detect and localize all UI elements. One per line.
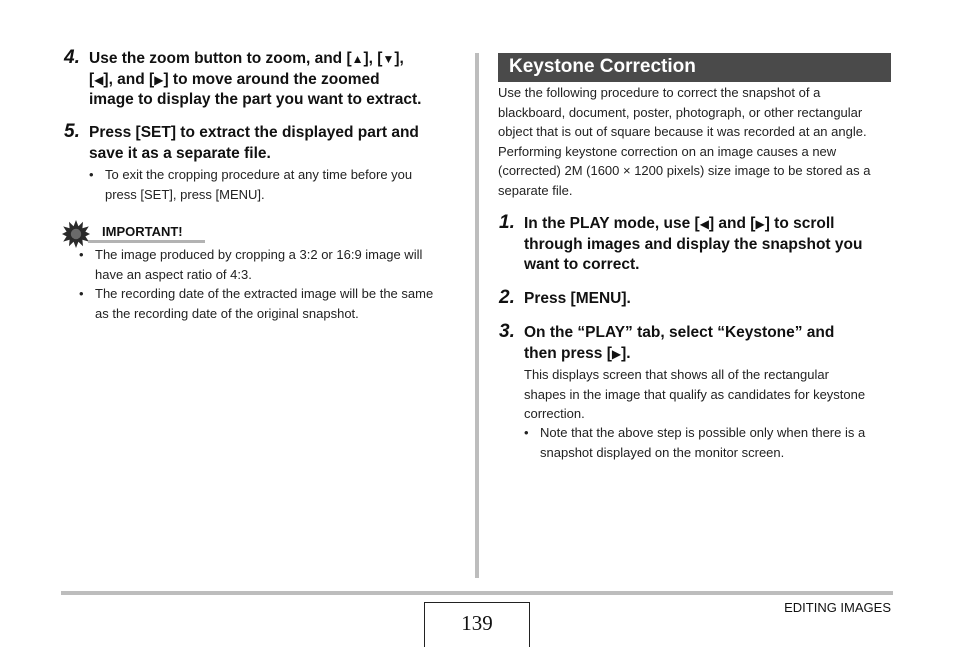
step-number: 3. xyxy=(499,321,515,342)
left-arrow-icon: ◀ xyxy=(94,72,104,87)
column-divider xyxy=(475,53,479,578)
bullet-item xyxy=(79,245,469,285)
step-text xyxy=(524,214,862,276)
bullet-dot: • xyxy=(79,247,84,262)
step-line: Press [SET] to extract the displayed part and xyxy=(89,124,419,141)
right-arrow-icon: ▶ xyxy=(755,217,765,231)
important-label: IMPORTANT! xyxy=(102,224,183,239)
step-line: then press [▶]. xyxy=(524,344,631,362)
bullet-text: The image produced by cropping a 3:2 or 16:9 image will have an aspect ratio of 4:3. xyxy=(95,247,423,282)
footer-rule xyxy=(61,591,893,595)
step-number: 5. xyxy=(64,121,80,142)
intro-paragraph: Use the following procedure to correct the snapshot of a blackboard, document, poster, photograph, or other rectangular object that is out of square because it was recorded at an angle. Performing keystone correction on an image causes a new (corrected) 2M (1600 × 1200 pixels) size image to be stored as a separate file. xyxy=(498,85,871,198)
step-line: image to display the part you want to extract. xyxy=(89,91,422,108)
step-line: [◀], and [▶] to move around the zoomed xyxy=(89,70,380,88)
step-line: through images and display the snapshot you xyxy=(524,235,863,253)
section-title: Keystone Correction xyxy=(509,56,696,77)
step-line: want to correct. xyxy=(524,256,640,273)
section-heading xyxy=(498,53,891,82)
down-arrow-icon: ▼ xyxy=(382,52,395,66)
step-number: 2. xyxy=(499,287,515,308)
bullet-dot: • xyxy=(79,286,84,301)
step-line: In the PLAY mode, use [◀] and [▶] to scroll xyxy=(524,215,835,232)
bullet-text: The recording date of the extracted image will be the same as the recording date of the original snapshot. xyxy=(95,286,434,321)
bullet-text: To exit the cropping procedure at any time before you press [SET], press [MENU]. xyxy=(105,167,413,202)
page-number-box xyxy=(424,602,530,647)
bullet-item xyxy=(79,284,469,324)
important-underline xyxy=(88,240,205,243)
section-footer-label: EDITING IMAGES xyxy=(784,600,891,615)
step-text xyxy=(524,289,631,310)
step-number: 1. xyxy=(499,212,515,233)
step-text xyxy=(524,323,834,364)
right-arrow-icon: ▶ xyxy=(154,72,164,87)
bullet-dot: • xyxy=(524,425,529,440)
step-line: On the “PLAY” tab, select “Keystone” and xyxy=(524,324,835,341)
step-line: save it as a separate file. xyxy=(89,144,271,162)
bullet-item xyxy=(524,423,892,463)
step-line: Use the zoom button to zoom, and [▲], [▼], xyxy=(89,50,404,67)
burst-icon xyxy=(62,220,90,248)
step-line: Press [MENU]. xyxy=(524,290,631,307)
step-number: 4. xyxy=(64,47,80,68)
left-arrow-icon: ◀ xyxy=(699,217,709,231)
step-text xyxy=(89,123,419,164)
step-text xyxy=(89,49,421,111)
bullet-item xyxy=(89,165,459,205)
bullet-dot: • xyxy=(89,167,94,182)
up-arrow-icon: ▲ xyxy=(351,52,364,66)
bullet-text: Note that the above step is possible only when there is a snapshot displayed on the monitor screen. xyxy=(540,425,866,460)
right-arrow-icon: ▶ xyxy=(611,346,622,361)
page-number: 139 xyxy=(461,611,493,635)
step-description: This displays screen that shows all of the rectangular shapes in the image that qualify as candidates for keystone correction. xyxy=(524,367,866,421)
